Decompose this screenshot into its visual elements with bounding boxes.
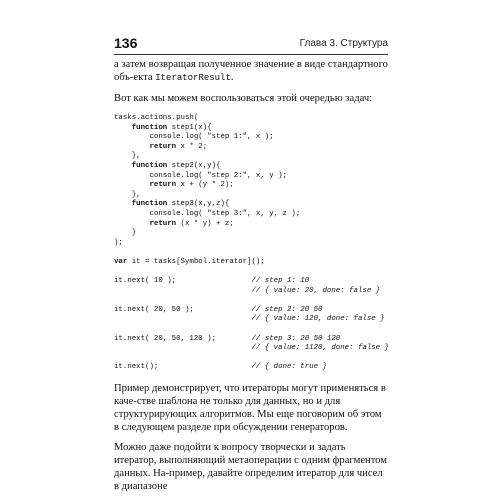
- code-listing: [114, 114, 388, 373]
- code-line: it = tasks[Symbol.iterator]();: [127, 257, 265, 266]
- inline-code-iteratorresult: IteratorResult: [155, 73, 231, 83]
- paragraph-usage: Вот как мы можем воспользоваться этой очередью задач:: [114, 93, 373, 104]
- code-line: console.log( "step 3:", x, y, z );: [114, 209, 301, 218]
- paragraph-conclusion: Пример демонстрирует, что итераторы могут применяться в каче-стве шаблона не только для данных, но и для структурирующих алгоритмов. Мы еще поговорим об этом в следующем разделе при обсуждении генераторов.: [114, 383, 386, 434]
- paragraph-intro-end: .: [230, 72, 234, 83]
- code-comment: // { value: 120, done: false }: [251, 315, 385, 324]
- code-keyword: return: [149, 181, 177, 190]
- code-comment: // { done: true }: [251, 363, 327, 372]
- code-comment: // { value: 20, done: false }: [251, 286, 381, 295]
- code-line: console.log( "step 1:", x );: [114, 133, 274, 142]
- page-content: [114, 58, 388, 493]
- code-keyword: return: [149, 219, 177, 228]
- code-comment: // step 3: 20 50 120: [251, 334, 341, 343]
- chapter-title: Глава 3. Структура: [299, 38, 388, 49]
- code-line: );: [114, 238, 123, 247]
- code-line: console.log( "step 2:", x, y );: [114, 171, 287, 180]
- page-number: 136: [114, 35, 138, 51]
- header-divider: [114, 54, 388, 55]
- paragraph-intro: [114, 58, 388, 85]
- code-line: x * 2;: [176, 142, 208, 151]
- code-line: step1(x){: [167, 123, 212, 132]
- code-keyword: function: [131, 200, 168, 209]
- code-keyword: function: [131, 161, 168, 170]
- page-header: [114, 34, 388, 50]
- code-keyword: function: [131, 123, 168, 132]
- code-line: (x * y) + z;: [176, 219, 234, 228]
- code-keyword: return: [149, 142, 177, 151]
- paragraph-intro-text: а затем возвращая полученное значение в виде стандартного объ-екта: [114, 59, 388, 83]
- code-line: x + (y * 2);: [176, 181, 234, 190]
- code-keyword: var: [114, 257, 128, 266]
- code-line: step3(x,y,z){: [167, 200, 230, 209]
- code-call: it.next( 10 );: [114, 277, 252, 286]
- code-line: }: [114, 229, 137, 238]
- code-call: it.next( 20, 50 );: [114, 305, 252, 314]
- code-line: tasks.actions.push(: [114, 114, 199, 122]
- code-comment: // { value: 1120, done: false }: [251, 344, 389, 353]
- code-comment: // step 2: 20 50: [251, 305, 323, 314]
- code-line: step2(x,y){: [167, 161, 221, 170]
- code-comment: // step 1: 10: [251, 277, 310, 286]
- paragraph-next: Можно даже подойти к вопросу творчески и задать итератор, выполняющий метаоперации с одним фрагментом данных. На-пример, давайте определим итератор для чисел в диапазоне: [114, 442, 387, 493]
- code-line: },: [114, 190, 141, 199]
- code-call: it.next( 20, 50, 120 );: [114, 334, 252, 343]
- code-line: },: [114, 152, 141, 161]
- code-call: it.next();: [114, 363, 252, 372]
